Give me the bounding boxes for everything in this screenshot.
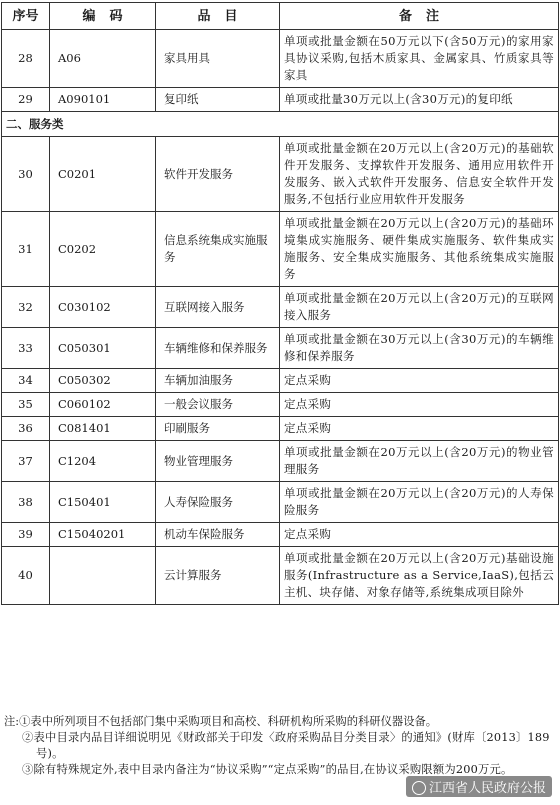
row-no: 28 <box>2 30 50 88</box>
header-code-text: 编码 <box>82 8 137 24</box>
row-note: 定点采购 <box>280 417 559 441</box>
row-no: 30 <box>2 137 50 212</box>
row-code: C0201 <box>50 137 156 212</box>
row-no: 35 <box>2 393 50 417</box>
table-row <box>2 441 559 482</box>
table-row <box>2 369 559 393</box>
table-row <box>2 287 559 328</box>
row-note: 单项或批量金额在20万元以上(含20万元)的物业管理服务 <box>280 441 559 482</box>
service-rows <box>2 137 559 605</box>
row-note: 单项或批量金额在20万元以上(含20万元)的基础环境集成实施服务、硬件集成实施服务、软件集成实施服务、安全集成实施服务、其他系统集成实施服务 <box>280 212 559 287</box>
table-row <box>2 523 559 547</box>
row-item: 复印纸 <box>156 88 280 112</box>
table-row <box>2 212 559 287</box>
row-note: 定点采购 <box>280 523 559 547</box>
row-note: 定点采购 <box>280 393 559 417</box>
row-note: 单项或批量金额在50万元以下(含50万元)的家用家具协议采购,包括木质家具、金属家具、竹质家具等家具 <box>280 30 559 88</box>
goods-rows <box>2 30 559 112</box>
table-row <box>2 547 559 605</box>
row-no: 40 <box>2 547 50 605</box>
table-row <box>2 137 559 212</box>
row-note: 单项或批量金额在20万元以上(含20万元)的互联网接入服务 <box>280 287 559 328</box>
row-code: C1204 <box>50 441 156 482</box>
category-row <box>2 112 559 137</box>
table-row <box>2 88 559 112</box>
procurement-catalog-table <box>1 2 559 605</box>
row-item: 车辆维修和保养服务 <box>156 328 280 369</box>
table-row <box>2 328 559 369</box>
row-code: C030102 <box>50 287 156 328</box>
header-code <box>50 3 156 30</box>
table-row <box>2 417 559 441</box>
header-no: 序号 <box>2 3 50 30</box>
row-item: 人寿保险服务 <box>156 482 280 523</box>
row-code: A06 <box>50 30 156 88</box>
footnote-2: ②表中目录内品目详细说明见《财政部关于印发〈政府采购品目分类目录〉的通知》(财库〔2013〕189号)。 <box>22 731 550 760</box>
table-row <box>2 30 559 88</box>
footnote-1: 注:①表中所列项目不包括部门集中采购项目和高校、科研机构所采购的科研仪器设备。 <box>4 715 438 728</box>
row-code: A090101 <box>50 88 156 112</box>
row-item: 车辆加油服务 <box>156 369 280 393</box>
row-no: 39 <box>2 523 50 547</box>
header-note <box>280 3 559 30</box>
row-item: 互联网接入服务 <box>156 287 280 328</box>
row-note: 单项或批量金额在20万元以上(含20万元)的人寿保险服务 <box>280 482 559 523</box>
table-header-row <box>2 3 559 30</box>
watermark-text: 江西省人民政府公报 <box>428 781 546 796</box>
row-no: 32 <box>2 287 50 328</box>
row-note: 单项或批量30万元以上(含30万元)的复印纸 <box>280 88 559 112</box>
category-section <box>2 112 559 137</box>
row-code: C081401 <box>50 417 156 441</box>
row-item: 机动车保险服务 <box>156 523 280 547</box>
row-item: 信息系统集成实施服务 <box>156 212 280 287</box>
row-item: 一般会议服务 <box>156 393 280 417</box>
row-code: C150401 <box>50 482 156 523</box>
header-note-text: 备注 <box>398 8 453 24</box>
header-item <box>156 3 280 30</box>
header-item-text: 品目 <box>197 8 252 24</box>
row-no: 29 <box>2 88 50 112</box>
table-row <box>2 482 559 523</box>
row-code <box>50 547 156 605</box>
table-row <box>2 393 559 417</box>
row-item: 云计算服务 <box>156 547 280 605</box>
footnotes <box>4 714 556 778</box>
wechat-logo-icon <box>412 781 426 795</box>
row-no: 31 <box>2 212 50 287</box>
row-no: 34 <box>2 369 50 393</box>
row-note: 单项或批量金额在20万元以上(含20万元)基础设施服务(Infrastructure as a Service,IaaS),包括云主机、块存储、对象存储等,系统集成项目除外 <box>280 547 559 605</box>
category-label: 二、服务类 <box>2 112 559 137</box>
row-no: 37 <box>2 441 50 482</box>
row-note: 单项或批量金额在20万元以上(含20万元)的基础软件开发服务、支撑软件开发服务、通用应用软件开发服务、嵌入式软件开发服务、信息安全软件开发服务,不包括行业应用软件开发服务 <box>280 137 559 212</box>
row-code: C15040201 <box>50 523 156 547</box>
row-code: C0202 <box>50 212 156 287</box>
row-note: 定点采购 <box>280 369 559 393</box>
row-code: C050302 <box>50 369 156 393</box>
wechat-watermark <box>406 776 552 797</box>
row-no: 33 <box>2 328 50 369</box>
row-no: 38 <box>2 482 50 523</box>
row-item: 物业管理服务 <box>156 441 280 482</box>
row-no: 36 <box>2 417 50 441</box>
row-item: 印刷服务 <box>156 417 280 441</box>
row-note: 单项或批量金额在30万元以上(含30万元)的车辆维修和保养服务 <box>280 328 559 369</box>
footnote-3: ③除有特殊规定外,表中目录内备注为“协议采购”“定点采购”的品目,在协议采购限额为200万元。 <box>22 763 513 776</box>
row-code: C050301 <box>50 328 156 369</box>
row-item: 软件开发服务 <box>156 137 280 212</box>
row-item: 家具用具 <box>156 30 280 88</box>
row-code: C060102 <box>50 393 156 417</box>
